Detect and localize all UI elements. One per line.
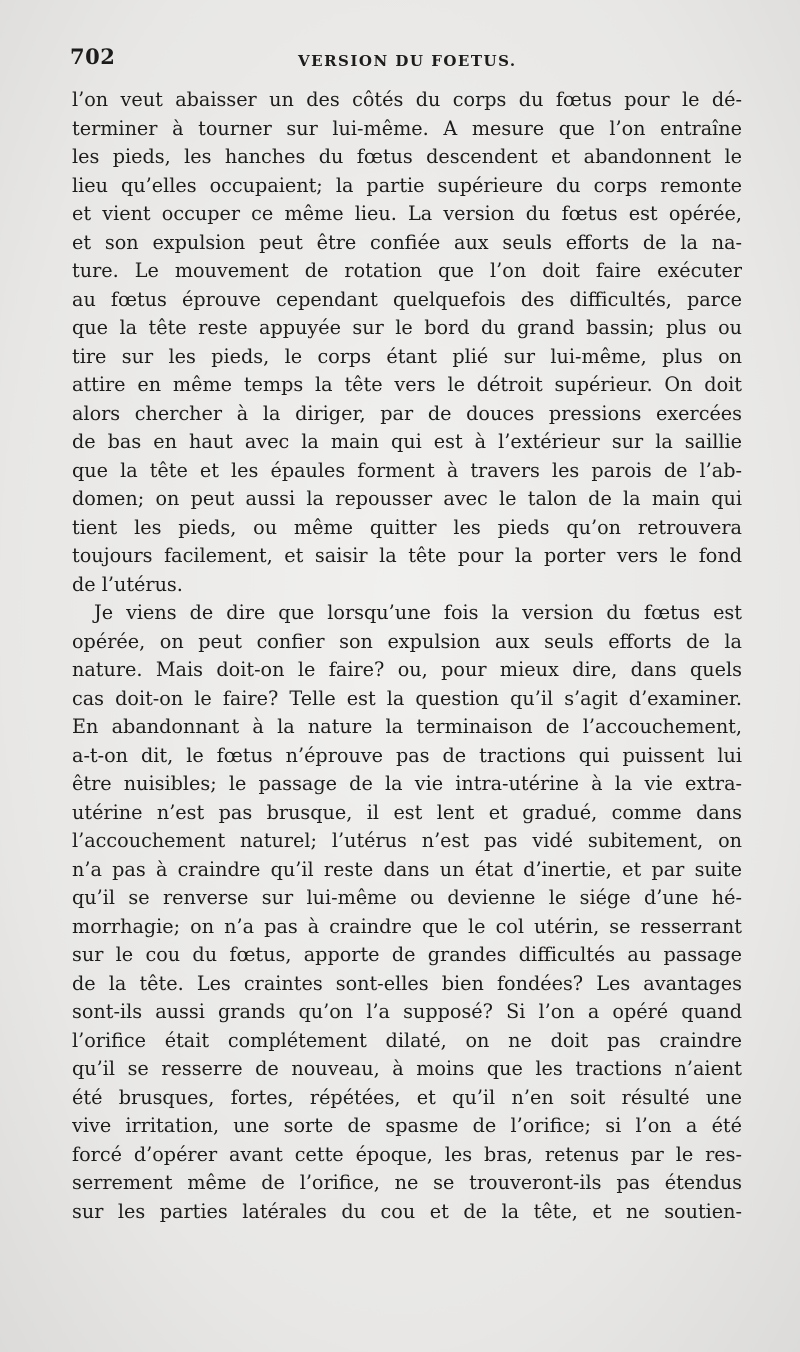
text-line: que la tête reste appuyée sur le bord du grand bassin; plus ou [72,316,742,339]
text-line: utérine n’est pas brusque, il est lent et gradué, comme dans [72,800,742,824]
paragraph-start-line: Je viens de dire que lorsqu’une fois la version du fœtus est [94,601,742,624]
text-line: ture. Le mouvement de rotation que l’on doit faire exécuter [72,259,742,282]
text-line: qu’il se renverse sur lui-même ou devienne le siége d’une hé- [72,886,742,909]
page-header [70,44,740,78]
text-line: sur les parties latérales du cou et de la tête, et ne soutien- [72,1199,742,1223]
text-line: domen; on peut aussi la repousser avec le talon de la main qui [72,487,742,510]
text-line: nature. Mais doit-on le faire? ou, pour mieux dire, dans quels [72,658,742,681]
page-number: 702 [70,44,116,69]
paragraph-end-line: de l’utérus. [72,572,183,596]
text-line: morrhagie; on n’a pas à craindre que le col utérin, se resserrant [72,914,742,938]
text-line: de bas en haut avec la main qui est à l’extérieur sur la saillie [72,430,742,453]
text-line: les pieds, les hanches du fœtus descendent et abandonnent le [72,145,742,168]
text-line: alors chercher à la diriger, par de douces pressions exercées [72,401,742,425]
text-line: lieu qu’elles occupaient; la partie supérieure du corps remonte [72,173,742,197]
text-line: toujours facilement, et saisir la tête pour la porter vers le fond [72,544,742,567]
text-line: opérée, on peut confier son expulsion aux seuls efforts de la [72,629,742,653]
text-line: l’orifice était complétement dilaté, on ne doit pas craindre [72,1028,742,1052]
text-line: que la tête et les épaules forment à travers les parois de l’ab- [72,458,742,482]
text-line: qu’il se resserre de nouveau, à moins que les tractions n’aient [72,1057,742,1080]
text-line: sont-ils aussi grands qu’on l’a supposé? Si l’on a opéré quand [72,1000,742,1023]
text-line: sur le cou du fœtus, apporte de grandes difficultés au passage [72,943,742,966]
body-text [72,86,742,1226]
text-line: de la tête. Les craintes sont-elles bien fondées? Les avantages [72,971,742,995]
text-line: serrement même de l’orifice, ne se trouveront-ils pas étendus [72,1171,742,1194]
text-line: terminer à tourner sur lui-même. A mesure que l’on entraîne [72,116,742,140]
running-title: VERSION DU FOETUS. [298,52,517,70]
text-line: et son expulsion peut être confiée aux seuls efforts de la na- [72,230,742,254]
text-line: n’a pas à craindre qu’il reste dans un état d’inertie, et par suite [72,857,742,881]
text-line: être nuisibles; le passage de la vie intra-utérine à la vie extra- [72,772,742,795]
text-line: En abandonnant à la nature la terminaison de l’accouchement, [72,715,742,738]
text-line: forcé d’opérer avant cette époque, les bras, retenus par le res- [72,1142,742,1166]
text-line: cas doit-on le faire? Telle est la question qu’il s’agit d’examiner. [72,686,742,710]
text-line: et vient occuper ce même lieu. La version du fœtus est opérée, [72,202,742,225]
text-line: été brusques, fortes, répétées, et qu’il n’en soit résulté une [72,1085,742,1109]
text-line: tient les pieds, ou même quitter les pieds qu’on retrouvera [72,515,742,539]
text-line: tire sur les pieds, le corps étant plié sur lui-même, plus on [72,344,742,368]
text-line: attire en même temps la tête vers le détroit supérieur. On doit [72,373,742,396]
text-line: vive irritation, une sorte de spasme de l’orifice; si l’on a été [72,1114,742,1137]
text-line: l’accouchement naturel; l’utérus n’est pas vidé subitement, on [72,829,742,852]
text-line: l’on veut abaisser un des côtés du corps du fœtus pour le dé- [72,88,742,111]
text-line: a-t-on dit, le fœtus n’éprouve pas de tractions qui puissent lui [72,743,742,767]
text-line: au fœtus éprouve cependant quelquefois des difficultés, parce [72,287,742,311]
